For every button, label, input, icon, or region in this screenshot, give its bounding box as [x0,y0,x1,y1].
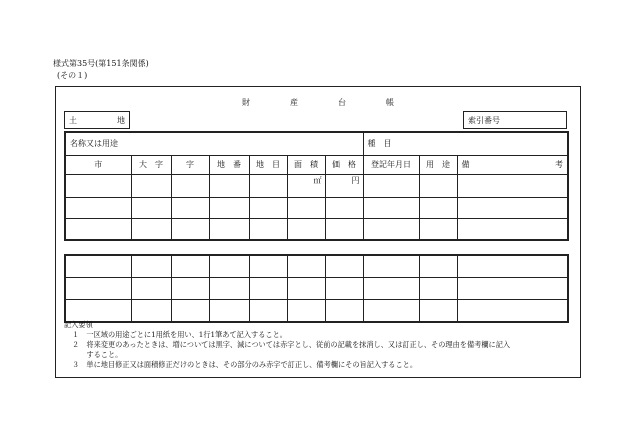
cell-chiban[interactable] [209,255,249,278]
col-chimoku: 地 目 [249,156,287,175]
cell-reg-date[interactable] [363,219,419,241]
cell-area[interactable] [287,198,325,219]
cell-city[interactable] [65,175,131,198]
cell-price[interactable] [325,278,363,300]
col-oaza: 大 字 [131,156,171,175]
instructions-heading: 記入要領 [64,320,93,329]
land-label-a: 土 [69,116,77,125]
table-row [65,278,568,300]
cell-remarks[interactable] [457,255,568,278]
cell-aza[interactable] [171,175,209,198]
instruction-item: １ 一区域の用途ごとに1用紙を用い、1行1筆あて記入すること。 [72,330,287,339]
cell-area[interactable] [287,175,325,198]
cell-reg-date[interactable] [363,300,419,323]
cell-price[interactable] [325,175,363,198]
instructions [64,320,576,370]
cell-city[interactable] [65,300,131,323]
cell-remarks[interactable] [457,198,568,219]
type-label: 種 目 [367,139,392,148]
cell-remarks[interactable] [457,278,568,300]
cell-area[interactable] [287,300,325,323]
type-cell[interactable] [363,132,568,156]
col-area: 面 積 [287,156,325,175]
cell-reg-date[interactable] [363,278,419,300]
col-city: 市 [65,156,131,175]
cell-aza[interactable] [171,198,209,219]
cell-oaza[interactable] [131,198,171,219]
cell-aza[interactable] [171,219,209,241]
table-row [65,198,568,219]
instruction-item: すること。 [72,350,123,359]
cell-price[interactable] [325,198,363,219]
cell-oaza[interactable] [131,255,171,278]
cell-chimoku[interactable] [249,300,287,323]
cell-chimoku[interactable] [249,278,287,300]
cell-chimoku[interactable] [249,255,287,278]
cell-use[interactable] [419,278,457,300]
table-row [65,300,568,323]
cell-remarks[interactable] [457,300,568,323]
cell-reg-date[interactable] [363,198,419,219]
instruction-item: ２ 将来変更のあったときは、増については黒字、減については赤字とし、従前の記載を抹消し、又は訂正し、その理由を備考欄に記入 [72,340,511,349]
cell-city[interactable] [65,198,131,219]
table-row [65,219,568,241]
form-sub-number: (その１) [57,71,88,80]
cell-chimoku[interactable] [249,175,287,198]
cell-remarks[interactable] [457,175,568,198]
ledger-grid-top [64,131,569,241]
instruction-item: ３ 単に地目修正又は面積修正だけのときは、その部分のみ赤字で訂正し、備考欄にその旨記入すること。 [72,360,418,369]
col-reg-date: 登記年月日 [363,156,419,175]
cell-chiban[interactable] [209,300,249,323]
cell-price[interactable] [325,300,363,323]
name-or-use-cell[interactable] [65,132,363,156]
table-row [65,175,568,198]
col-remarks: 備 考 [457,156,568,175]
col-aza: 字 [171,156,209,175]
cell-oaza[interactable] [131,278,171,300]
land-label-box [64,111,130,129]
cell-reg-date[interactable] [363,255,419,278]
land-label-b: 地 [117,116,125,125]
form-number: 様式第35号(第151条関係) [53,59,149,68]
cell-chimoku[interactable] [249,219,287,241]
index-number-label: 索引番号 [468,116,500,125]
cell-city[interactable] [65,255,131,278]
cell-price[interactable] [325,255,363,278]
cell-remarks[interactable] [457,219,568,241]
cell-chiban[interactable] [209,278,249,300]
cell-chiban[interactable] [209,175,249,198]
index-number-box [463,111,567,129]
cell-area[interactable] [287,255,325,278]
cell-aza[interactable] [171,300,209,323]
cell-chiban[interactable] [209,219,249,241]
cell-use[interactable] [419,198,457,219]
cell-use[interactable] [419,175,457,198]
cell-oaza[interactable] [131,300,171,323]
table-row [65,255,568,278]
cell-use[interactable] [419,300,457,323]
name-or-use-label: 名称又は用途 [70,139,118,148]
ledger-title: 財 産 台 帳 [242,98,394,107]
cell-area[interactable] [287,278,325,300]
cell-city[interactable] [65,278,131,300]
col-use: 用 途 [419,156,457,175]
cell-city[interactable] [65,219,131,241]
cell-chiban[interactable] [209,198,249,219]
cell-aza[interactable] [171,255,209,278]
col-price: 価 格 [325,156,363,175]
ledger-grid-bottom [64,254,569,323]
cell-use[interactable] [419,255,457,278]
cell-area[interactable] [287,219,325,241]
cell-price[interactable] [325,219,363,241]
area-unit: ㎡ [313,176,322,185]
price-unit: 円 [351,176,360,185]
ledger-frame [55,86,581,378]
cell-reg-date[interactable] [363,175,419,198]
cell-chimoku[interactable] [249,198,287,219]
cell-aza[interactable] [171,278,209,300]
cell-use[interactable] [419,219,457,241]
col-chiban: 地 番 [209,156,249,175]
cell-oaza[interactable] [131,219,171,241]
cell-oaza[interactable] [131,175,171,198]
